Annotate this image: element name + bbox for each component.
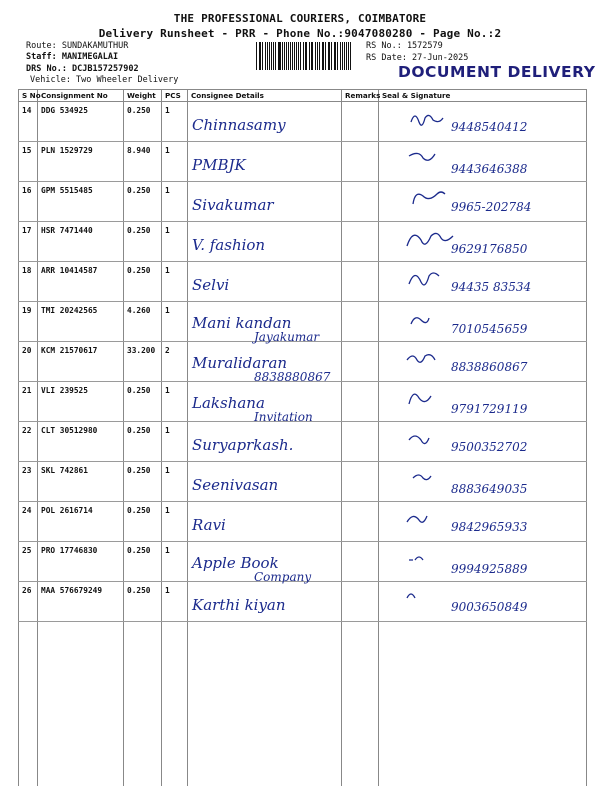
table-row — [19, 502, 587, 542]
barcode-bar — [348, 42, 349, 70]
consignee-cell — [188, 462, 342, 502]
consignee-name: Chinnasamy — [192, 116, 286, 134]
barcode-bar — [256, 42, 257, 70]
consignee-name-line2: Jayakumar — [254, 330, 320, 344]
blank-cell — [124, 622, 162, 787]
signature-phone: 9994925889 — [451, 562, 528, 576]
consignee-cell — [188, 502, 342, 542]
pcs-cell: 1 — [162, 422, 188, 462]
table-row — [19, 262, 587, 302]
barcode-bar — [346, 42, 347, 70]
consignee-name: Karthi kiyan — [192, 596, 286, 614]
pcs-cell: 1 — [162, 302, 188, 342]
signature-cell — [379, 342, 587, 382]
blank-cell — [19, 622, 38, 787]
blank-cell — [342, 622, 379, 787]
barcode-bar — [337, 42, 338, 70]
company-title: THE PROFESSIONAL COURIERS, COIMBATORE — [173, 12, 427, 25]
consignment-cell: MAA 576679249 — [38, 582, 124, 622]
consignee-name: Muralidaran — [192, 354, 288, 372]
sno-cell: 22 — [19, 422, 38, 462]
weight-cell: 4.260 — [124, 302, 162, 342]
weight-cell: 0.250 — [124, 502, 162, 542]
barcode-bar — [288, 42, 289, 70]
consignee-cell — [188, 542, 342, 582]
staff-label: Staff: MANIMEGALAI — [26, 52, 119, 62]
remarks-cell — [342, 182, 379, 222]
consignment-cell: ARR 10414587 — [38, 262, 124, 302]
barcode-bar — [342, 42, 343, 70]
barcode-bar — [271, 42, 272, 70]
barcode-bar — [315, 42, 316, 70]
signature-phone: 9500352702 — [451, 440, 528, 454]
consignee-cell — [188, 142, 342, 182]
table-row — [19, 542, 587, 582]
remarks-cell — [342, 582, 379, 622]
rs-date: RS Date: 27-Jun-2025 — [366, 53, 469, 63]
signature-cell — [379, 542, 587, 582]
signature-phone: 9965-202784 — [451, 200, 532, 214]
signature-phone: 7010545659 — [451, 322, 528, 336]
consignee-name: Ravi — [192, 516, 226, 534]
consignee-cell — [188, 102, 342, 142]
weight-cell: 0.250 — [124, 422, 162, 462]
signature-cell — [379, 302, 587, 342]
table-row — [19, 182, 587, 222]
signature-cell — [379, 182, 587, 222]
barcode-bar — [305, 42, 306, 70]
col-signature: Seal & Signature — [379, 90, 587, 102]
col-weight: Weight — [124, 90, 162, 102]
consignment-cell: CLT 30512980 — [38, 422, 124, 462]
barcode-bar — [312, 42, 313, 70]
weight-cell: 8.940 — [124, 142, 162, 182]
barcode-bar — [334, 42, 335, 70]
remarks-cell — [342, 382, 379, 422]
weight-cell: 0.250 — [124, 222, 162, 262]
barcode-bar — [275, 42, 276, 70]
barcode-bar — [322, 42, 323, 70]
table-blank-area — [19, 622, 587, 787]
signature-cell — [379, 102, 587, 142]
sno-cell: 15 — [19, 142, 38, 182]
signature-cell — [379, 142, 587, 182]
consignee-name: PMBJK — [192, 156, 246, 174]
barcode-bar — [290, 42, 291, 70]
barcode-bar — [294, 42, 295, 70]
rs-number: RS No.: 1572579 — [366, 41, 443, 51]
barcode-bar — [269, 42, 270, 70]
consignee-name: Seenivasan — [192, 476, 279, 494]
table-row — [19, 142, 587, 182]
signature-phone: 9791729119 — [451, 402, 528, 416]
weight-cell: 0.250 — [124, 582, 162, 622]
consignment-cell: HSR 7471440 — [38, 222, 124, 262]
barcode-bar — [319, 42, 320, 70]
barcode-bar — [340, 42, 341, 70]
consignee-name: V. fashion — [192, 236, 266, 254]
barcode-bar — [325, 42, 326, 70]
document-delivery-stamp: DOCUMENT DELIVERY — [398, 63, 596, 81]
barcode-bar — [350, 42, 351, 70]
barcode-bar — [298, 42, 299, 70]
pcs-cell: 1 — [162, 542, 188, 582]
remarks-cell — [342, 542, 379, 582]
signature-phone: 9443646388 — [451, 162, 528, 176]
remarks-cell — [342, 422, 379, 462]
sno-cell: 19 — [19, 302, 38, 342]
pcs-cell: 1 — [162, 182, 188, 222]
table-row — [19, 582, 587, 622]
barcode-bar — [335, 42, 336, 70]
consignee-cell — [188, 582, 342, 622]
sno-cell: 25 — [19, 542, 38, 582]
blank-cell — [379, 622, 587, 787]
sno-cell: 21 — [19, 382, 38, 422]
consignment-cell: POL 2616714 — [38, 502, 124, 542]
barcode-bar — [311, 42, 312, 70]
runsheet-subtitle: Delivery Runsheet - PRR - Phone No.:9047080280 - Page No.:2 — [98, 27, 502, 40]
barcode-bar — [328, 42, 329, 70]
drs-number: DRS No.: DCJB157257902 — [26, 64, 139, 74]
signature-cell — [379, 382, 587, 422]
consignee-cell — [188, 302, 342, 342]
barcode-bar — [344, 42, 345, 70]
weight-cell: 0.250 — [124, 462, 162, 502]
sno-cell: 14 — [19, 102, 38, 142]
barcode-bar — [296, 42, 297, 70]
consignment-cell: GPM 5515485 — [38, 182, 124, 222]
pcs-cell: 1 — [162, 502, 188, 542]
remarks-cell — [342, 222, 379, 262]
barcode-bar — [279, 42, 280, 70]
barcode-bar — [306, 42, 307, 70]
table-header — [19, 90, 587, 102]
weight-cell: 0.250 — [124, 262, 162, 302]
signature-cell — [379, 462, 587, 502]
barcode-bar — [286, 42, 287, 70]
route-label: Route: SUNDAKAMUTHUR — [26, 41, 129, 51]
signature-phone: 9842965933 — [451, 520, 528, 534]
consignee-name: Lakshana — [192, 394, 265, 412]
blank-cell — [188, 622, 342, 787]
consignment-cell: SKL 742861 — [38, 462, 124, 502]
blank-cell — [38, 622, 124, 787]
weight-cell: 0.250 — [124, 382, 162, 422]
barcode-bar — [284, 42, 285, 70]
pcs-cell: 1 — [162, 102, 188, 142]
table-body — [19, 102, 587, 787]
signature-cell — [379, 422, 587, 462]
consignment-cell: PRO 17746830 — [38, 542, 124, 582]
consignee-cell — [188, 262, 342, 302]
consignee-name: Selvi — [192, 276, 230, 294]
barcode-bar — [267, 42, 268, 70]
consignment-cell: KCM 21570617 — [38, 342, 124, 382]
barcode-bar — [273, 42, 274, 70]
remarks-cell — [342, 342, 379, 382]
weight-cell: 0.250 — [124, 542, 162, 582]
remarks-cell — [342, 502, 379, 542]
signature-cell — [379, 582, 587, 622]
table-row — [19, 422, 587, 462]
consignee-cell — [188, 382, 342, 422]
consignee-name: Apple Book — [192, 554, 279, 572]
col-sno: S No — [19, 90, 38, 102]
consignee-name: Mani kandan — [192, 314, 292, 332]
barcode-bar — [265, 42, 266, 70]
table-row — [19, 302, 587, 342]
sno-cell: 17 — [19, 222, 38, 262]
runsheet-table — [18, 89, 587, 786]
consignee-cell — [188, 422, 342, 462]
barcode-bar — [260, 42, 261, 70]
consignee-name-line2: Invitation — [254, 410, 313, 424]
signature-phone: 8838860867 — [451, 360, 528, 374]
weight-cell: 0.250 — [124, 102, 162, 142]
sno-cell: 20 — [19, 342, 38, 382]
barcode-bar — [292, 42, 293, 70]
col-remarks: Remarks — [342, 90, 379, 102]
pcs-cell: 2 — [162, 342, 188, 382]
remarks-cell — [342, 302, 379, 342]
sno-cell: 16 — [19, 182, 38, 222]
barcode-bar — [331, 42, 332, 70]
table-row — [19, 342, 587, 382]
pcs-cell: 1 — [162, 462, 188, 502]
pcs-cell: 1 — [162, 222, 188, 262]
sno-cell: 23 — [19, 462, 38, 502]
signature-phone: 9629176850 — [451, 242, 528, 256]
table-row — [19, 382, 587, 422]
consignee-name-line2: Company — [254, 570, 312, 584]
table-row — [19, 462, 587, 502]
signature-cell — [379, 262, 587, 302]
sno-cell: 26 — [19, 582, 38, 622]
barcode-bar — [309, 42, 310, 70]
consignee-cell — [188, 182, 342, 222]
barcode-bar — [300, 42, 301, 70]
consignment-cell: PLN 1529729 — [38, 142, 124, 182]
blank-cell — [162, 622, 188, 787]
consignment-cell: TMI 20242565 — [38, 302, 124, 342]
remarks-cell — [342, 262, 379, 302]
signature-phone: 94435 83534 — [451, 280, 532, 294]
col-consignee: Consignee Details — [188, 90, 342, 102]
remarks-cell — [342, 142, 379, 182]
pcs-cell: 1 — [162, 142, 188, 182]
barcode-bar — [323, 42, 324, 70]
barcode-bar — [259, 42, 260, 70]
table-row — [19, 222, 587, 262]
vehicle-label: Vehicle: Two Wheeler Delivery — [30, 75, 179, 85]
col-pcs: PCS — [162, 90, 188, 102]
barcode-bar — [262, 42, 263, 70]
remarks-cell — [342, 462, 379, 502]
col-consignment: Consignment No — [38, 90, 124, 102]
weight-cell: 33.200 — [124, 342, 162, 382]
signature-phone: 9003650849 — [451, 600, 528, 614]
consignee-name-line2: 8838880867 — [254, 370, 331, 384]
consignee-name: Sivakumar — [192, 196, 274, 214]
signature-cell — [379, 502, 587, 542]
barcode-bar — [282, 42, 283, 70]
barcode-bar — [329, 42, 330, 70]
consignee-cell — [188, 222, 342, 262]
barcode-bar — [278, 42, 279, 70]
consignee-name: Suryaprkash. — [192, 436, 294, 454]
pcs-cell: 1 — [162, 582, 188, 622]
pcs-cell: 1 — [162, 382, 188, 422]
weight-cell: 0.250 — [124, 182, 162, 222]
signature-phone: 8883649035 — [451, 482, 528, 496]
consignment-cell: DDG 534925 — [38, 102, 124, 142]
signature-phone: 9448540412 — [451, 120, 528, 134]
barcode-bar — [303, 42, 304, 70]
table-row — [19, 102, 587, 142]
barcode — [256, 42, 352, 70]
signature-cell — [379, 222, 587, 262]
barcode-bar — [317, 42, 318, 70]
sno-cell: 24 — [19, 502, 38, 542]
remarks-cell — [342, 102, 379, 142]
pcs-cell: 1 — [162, 262, 188, 302]
consignment-cell: VLI 239525 — [38, 382, 124, 422]
sno-cell: 18 — [19, 262, 38, 302]
consignee-cell — [188, 342, 342, 382]
